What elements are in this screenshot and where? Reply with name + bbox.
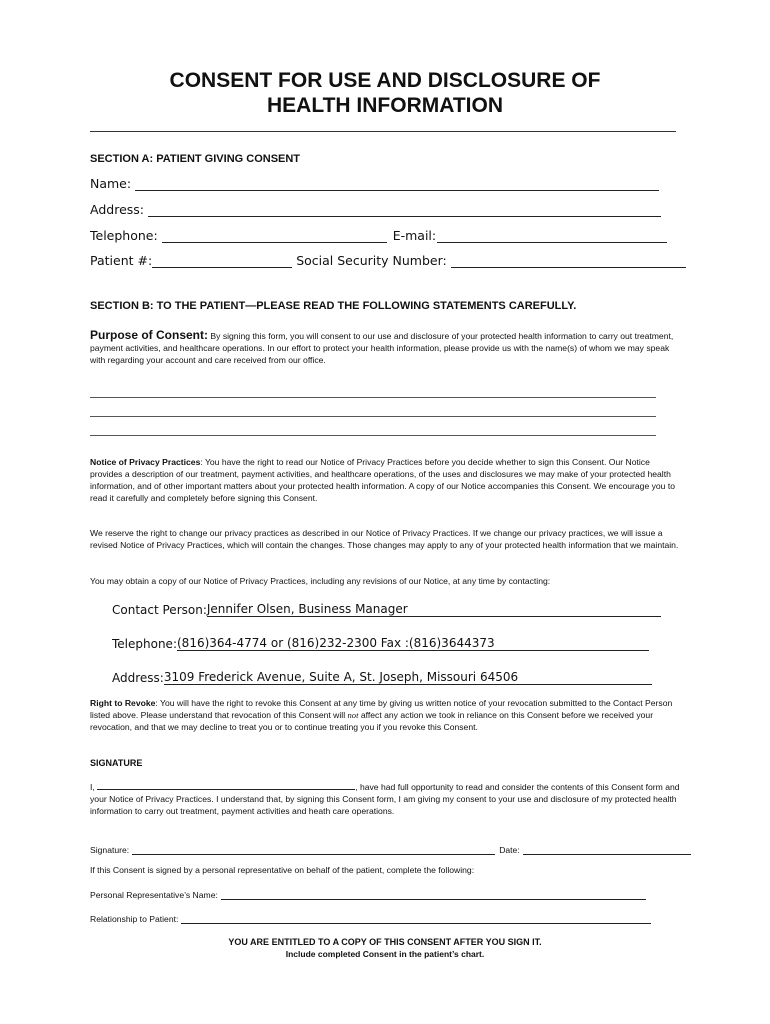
patient-number-label: Patient #: <box>90 253 153 268</box>
purpose-lead: Purpose of Consent: <box>90 328 209 342</box>
contact-address-label: Address: <box>112 671 164 685</box>
section-a-heading: SECTION A: PATIENT GIVING CONSENT <box>90 153 301 165</box>
date-input[interactable] <box>523 845 691 855</box>
signature-input[interactable] <box>132 845 495 855</box>
notice-text: : You have the right to read our Notice of Privacy Practices before you decide whether to sign this Consent. Our Notice provides a description of our treatment, payment activities, and healthcare operations, of the uses and disclosures we may make of your protected health information, and of other important matters about your protected health information. A copy of our Notice accompanies this Consent. We encourage you to read it carefully and completely before signing this Consent. <box>90 457 676 503</box>
section-b-heading: SECTION B: TO THE PATIENT—PLEASE READ THE FOLLOWING STATEMENTS CAREFULLY. <box>90 300 577 312</box>
page-title <box>0 68 770 118</box>
date-label: Date: <box>499 845 520 855</box>
signature-statement <box>90 781 682 818</box>
obtain-paragraph: You may obtain a copy of our Notice of Privacy Practices, including any revisions of our Notice, at any time by contacting: <box>90 576 551 586</box>
email-label: E-mail: <box>392 228 437 243</box>
patient-ssn-row <box>90 250 686 268</box>
representative-intro: If this Consent is signed by a personal representative on behalf of the patient, complete the following: <box>90 865 475 875</box>
address-label: Address: <box>90 202 144 217</box>
contact-names-line-3[interactable] <box>90 435 656 436</box>
purpose-paragraph <box>90 330 682 367</box>
contact-telephone-row <box>112 633 649 651</box>
footer-notice: YOU ARE ENTITLED TO A COPY OF THIS CONSENT AFTER YOU SIGN IT. <box>228 937 542 947</box>
contact-address-value: 3109 Frederick Avenue, Suite A, St. Joseph, Missouri 64506 <box>164 670 652 685</box>
contact-person-row <box>112 599 661 617</box>
telephone-email-row <box>90 225 667 243</box>
revoke-paragraph <box>90 698 682 734</box>
ssn-label: Social Security Number: <box>296 253 447 268</box>
notice-lead: Notice of Privacy Practices <box>90 457 201 467</box>
revoke-text-before: : You will have the right to revoke this Consent at any time by giving us written notice of your revocation submitted to the Contact Person listed above. Please understand that revocation of this Consent will <box>90 698 673 720</box>
contact-person-value: Jennifer Olsen, Business Manager <box>207 602 661 617</box>
contact-person-label: Contact Person: <box>112 603 207 617</box>
title-line-1: CONSENT FOR USE AND DISCLOSURE OF <box>169 69 601 92</box>
signature-heading: SIGNATURE <box>90 758 143 768</box>
name-field <box>90 173 659 191</box>
relationship-label: Relationship to Patient: <box>90 914 179 924</box>
title-line-2: HEALTH INFORMATION <box>266 94 504 117</box>
relationship-row <box>90 912 651 924</box>
contact-names-line-2[interactable] <box>90 416 656 417</box>
footer-instruction: Include completed Consent in the patient’s chart. <box>285 949 485 959</box>
patient-number-input[interactable] <box>152 254 292 268</box>
contact-names-line-1[interactable] <box>90 397 656 398</box>
representative-name-label: Personal Representative’s Name: <box>90 890 218 900</box>
purpose-text: By signing this form, you will consent to our use and disclosure of your protected health information to carry out treatment, payment activities, and healthcare operations. In our effort to protect your health information, please provide us with the name(s) of whom we may speak with regarding your account and care received from our office. <box>90 331 674 365</box>
signature-date-row <box>90 843 691 855</box>
contact-telephone-label: Telephone: <box>112 637 177 651</box>
contact-address-row <box>112 667 652 685</box>
signature-label: Signature: <box>90 845 130 855</box>
revoke-lead: Right to Revoke <box>90 698 156 708</box>
address-field <box>90 199 661 217</box>
contact-telephone-value: (816)364-4774 or (816)232-2300 Fax :(816)3644373 <box>177 636 649 651</box>
ssn-input[interactable] <box>451 254 686 268</box>
email-input[interactable] <box>437 229 667 243</box>
relationship-input[interactable] <box>181 914 651 924</box>
notice-paragraph <box>90 457 682 505</box>
title-divider <box>90 131 676 132</box>
representative-name-row <box>90 888 646 900</box>
revoke-text-after: affect any action we took in reliance on this Consent before we received your revocation, and that we may decline to treat you or to continue treating you if you revoke this Consent. <box>90 709 654 732</box>
reserve-paragraph: We reserve the right to change our privacy practices as described in our Notice of Privacy Practices. If we change our privacy practices, we will issue a revised Notice of Privacy Practices, which will contain the changes. Those changes may apply to any of your protected health information that we maintain. <box>90 528 679 550</box>
name-label: Name: <box>90 176 132 191</box>
representative-name-input[interactable] <box>221 890 646 900</box>
name-input[interactable] <box>135 177 659 191</box>
telephone-label: Telephone: <box>90 228 158 243</box>
address-input[interactable] <box>148 203 661 217</box>
signature-statement-text: , have had full opportunity to read and consider the contents of this Consent form and your Notice of Privacy Practices. I understand that, by signing this Consent form, I am giving my consent to your use and disclosure of my protected health information to carry out treatment, payment activities and heath care operations. <box>90 782 680 816</box>
signer-name-input[interactable] <box>97 781 355 790</box>
telephone-input[interactable] <box>162 229 387 243</box>
revoke-not: not <box>347 709 359 720</box>
signature-i-prefix: I, <box>90 782 98 792</box>
